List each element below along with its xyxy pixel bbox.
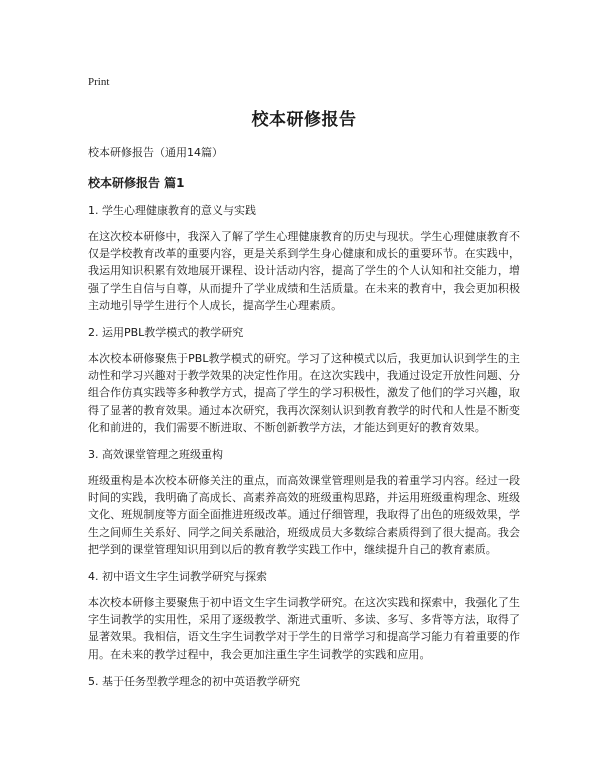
article-heading: 校本研修报告 篇1 [88, 176, 185, 190]
section-5 [88, 673, 520, 689]
section-paragraph: 在这次校本研修中，我深入了解了学生心理健康教育的历史与现状。学生心理健康教育不仅是学校教育改革的重要内容，更是关系到学生身心健康和成长的重要环节。在实践中，我运用知识积累有效地展开课程、设计活动内容，提高了学生的个人认知和社交能力，增强了学生自信与自尊，从而提升了学业成绩和生活质量。在未来的教育中，我会更加积极主动地引导学生进行个人成长，提高学生心理素质。 [88, 230, 520, 312]
section-heading: 1. 学生心理健康教育的意义与实践 [88, 204, 256, 217]
section-heading: 3. 高效课堂管理之班级重构 [88, 448, 223, 462]
document-title: 校本研修报告 [251, 110, 357, 130]
section-heading: 4. 初中语文生字生词教学研究与探索 [88, 570, 267, 584]
section-1 [88, 202, 520, 314]
document-subtitle: 校本研修报告（通用14篇） [88, 146, 223, 159]
section-paragraph: 班级重构是本次校本研修关注的重点，而高效课堂管理则是我的着重学习内容。经过一段时间的实践，我明确了高成长、高素养高效的班级重构思路，并运用班级重构理念、班级文化、班规制度等方面全面推进班级改革。通过仔细管理，我取得了出色的班级效果，学生之间师生关系好、同学之间关系融洽，班级成员大多数综合素质得到了很大提高。我会把学到的课堂管理知识用到以后的教育教学实践工作中，继续提升自己的教育素质。 [88, 474, 520, 556]
section-2 [88, 324, 520, 436]
section-3 [88, 446, 520, 558]
section-paragraph: 本次校本研修主要聚焦于初中语文生字生词教学研究。在这次实践和探索中，我强化了生字生词教学的实用性，采用了逐级教学、渐进式重听、多读、多写、多背等方法，取得了显著效果。我相信，语文生字生词教学对于学生的日常学习和提高学习能力有着重要的作用。在未来的教学过程中，我会更加注重生字生词教学的实践和应用。 [88, 596, 520, 661]
section-heading: 2. 运用PBL教学模式的教学研究 [88, 326, 244, 340]
print-link[interactable]: Print [88, 76, 110, 88]
section-paragraph: 本次校本研修聚焦于PBL教学模式的研究。学习了这种模式以后，我更加认识到学生的主动性和学习兴趣对于教学效果的决定性作用。在这次实践中，我通过设定开放性问题、分组合作仿真实践等多种教学方式，提高了学生的学习积极性，激发了他们的学习兴趣，取得了显著的教育效果。通过本次研究，我再次深刻认识到教育教学的时代和人性是不断变化和前进的，我们需要不断进取、不断创新教学方法，才能达到更好的教育效果。 [88, 352, 520, 434]
document-page [88, 70, 520, 699]
section-heading: 5. 基于任务型教学理念的初中英语教学研究 [88, 674, 300, 688]
section-4 [88, 568, 520, 663]
